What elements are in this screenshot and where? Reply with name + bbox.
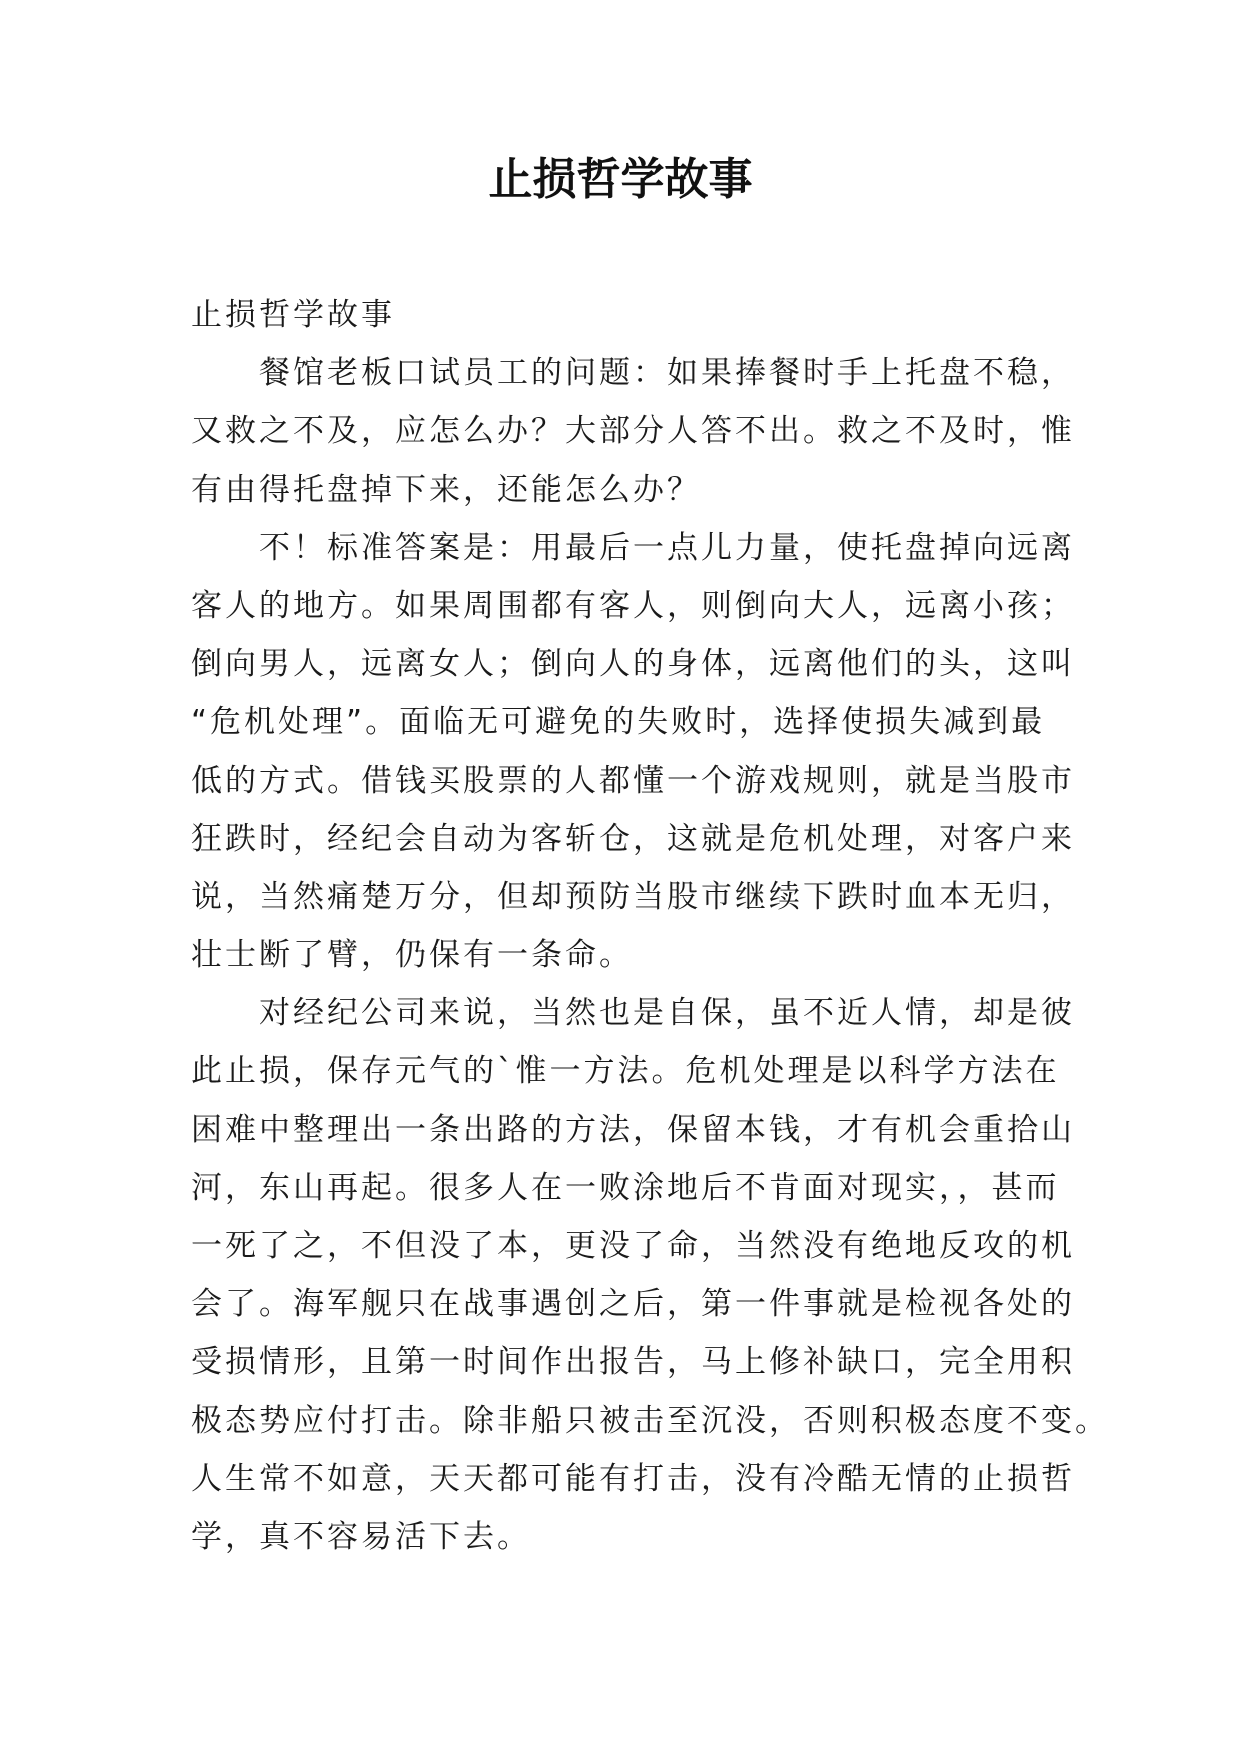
body-line: 餐馆老板口试员工的问题：如果捧餐时手上托盘不稳，	[259, 355, 1075, 392]
body-line: 会了。海军舰只在战事遇创之后，第一件事就是检视各处的	[191, 1286, 1075, 1323]
body-line: 此止损，保存元气的`惟一方法。危机处理是以科学方法在	[191, 1053, 1060, 1090]
body-line: 一死了之，不但没了本，更没了命，当然没有绝地反攻的机	[191, 1228, 1075, 1264]
body-line: 客人的地方。如果周围都有客人，则倒向大人，远离小孩；	[191, 587, 1075, 624]
body-line: 河，东山再起。很多人在一败涂地后不肯面对现实，，甚而	[191, 1169, 1060, 1206]
body-line: 人生常不如意，天天都可能有打击，没有冷酷无情的止损哲	[191, 1460, 1075, 1497]
body-line: 受损情形，且第一时间作出报告，马上修补缺口，完全用积	[191, 1344, 1075, 1381]
body-line: “危机处理”。面临无可避免的失败时，选择使损失减到最	[191, 704, 1046, 741]
document-title: 止损哲学故事	[488, 154, 753, 205]
body-line-subtitle: 止损哲学故事	[191, 297, 395, 333]
body-line: 极态势应付打击。除非船只被击至沉没，否则积极态度不变。	[191, 1402, 1109, 1439]
body-line: 不！标准答案是：用最后一点儿力量，使托盘掉向远离	[259, 529, 1075, 566]
body-line: 说，当然痛楚万分，但却预防当股市继续下跌时血本无归，	[191, 878, 1075, 915]
body-line: 学，真不容易活下去。	[191, 1518, 531, 1555]
body-line: 又救之不及，应怎么办？大部分人答不出。救之不及时，惟	[191, 413, 1075, 450]
body-line: 低的方式。借钱买股票的人都懂一个游戏规则，就是当股市	[191, 762, 1075, 799]
body-line: 壮士断了臂，仍保有一条命。	[191, 937, 633, 974]
body-line: 有由得托盘掉下来，还能怎么办？	[191, 471, 701, 508]
body-line: 对经纪公司来说，当然也是自保，虽不近人情，却是彼	[259, 995, 1075, 1032]
body-line: 狂跌时，经纪会自动为客斩仓，这就是危机处理，对客户来	[191, 820, 1075, 857]
body-line: 倒向男人，远离女人；倒向人的身体，远离他们的头，这叫	[191, 646, 1075, 683]
document-body	[191, 286, 1109, 1566]
body-line: 困难中整理出一条出路的方法，保留本钱，才有机会重拾山	[191, 1111, 1075, 1148]
